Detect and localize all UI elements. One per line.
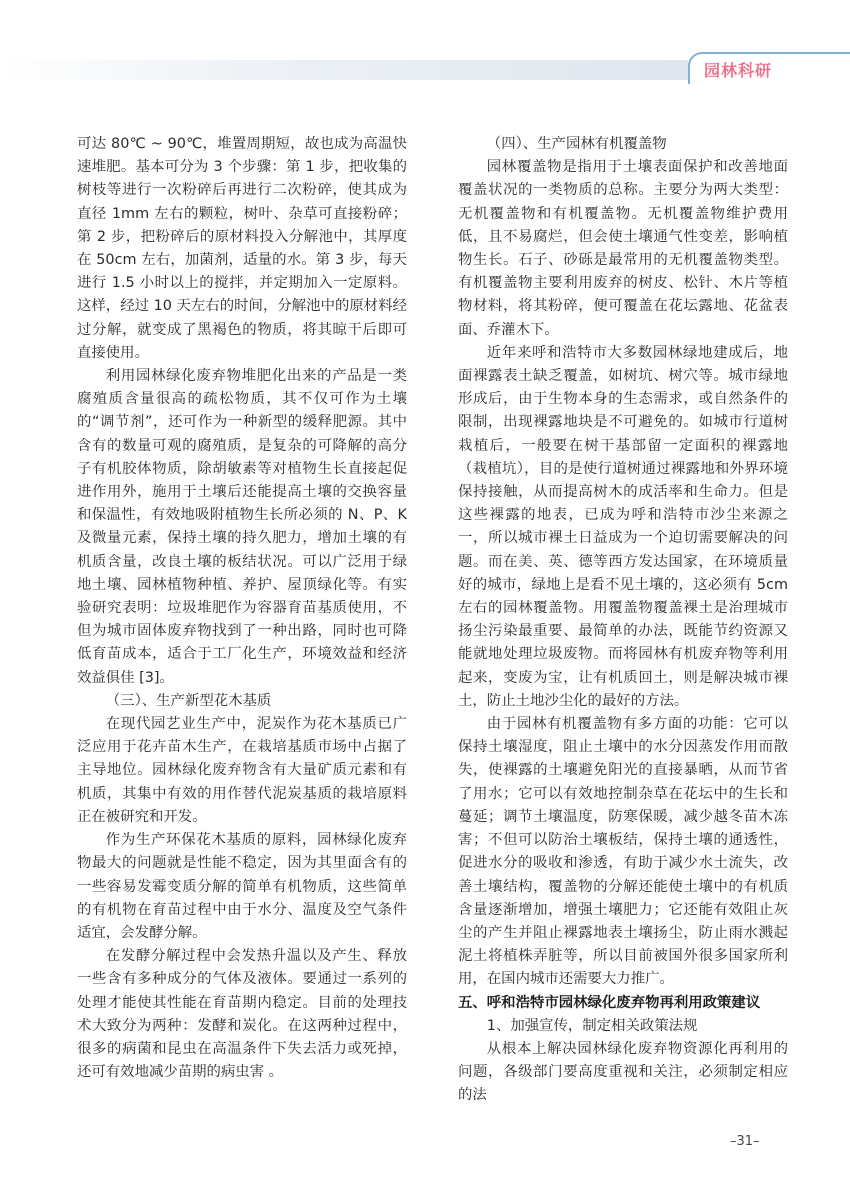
section-title: 园林科研 [704, 61, 773, 80]
paragraph: 作为生产环保花木基质的原料，园林绿化废弃物最大的问题就是性能不稳定，因为其里面含有的一些容易发霉变质分解的简单有机物质，这些简单的有机物在育苗过程中由于水分、温度及空气条件适宜，会发酵分解。 [77, 832, 407, 941]
paragraph: 近年来呼和浩特市大多数园林绿地建成后，地面裸露表土缺乏覆盖，如树坑、树穴等。城市绿地形成后，由于生物本身的生态需求，或自然条件的限制，出现裸露地块是不可避免的。如城市行道树栽植后，一般要在树干基部留一定面积的裸露地（栽植坑），目的是使行道树通过裸露地和外界环境保持接触，从而提高树木的成活率和生命力。但是这些裸露的地表，已成为呼和浩特市沙尘来源之一，所以城市裸土日益成为一个迫切需要解决的问题。而在美、英、德等西方发达国家，在环境质量好的城市，绿地上是看不见土壤的，这必须有 5cm 左右的园林覆盖物。用覆盖物覆盖裸土是治理城市扬尘污染最重要、最简单的办法，既能节约资源又能就地处理垃圾废物。而将园林有机废弃物等利用起来，变废为宝，让有机质回土，则是解决城市裸土，防止土地沙尘化的最好的方法。 [458, 344, 788, 709]
paragraph: 可达 80℃ ~ 90℃，堆置周期短，故也成为高温快速堆肥。基本可分为 3 个步骤：第 1 步，把收集的树枝等进行一次粉碎后再进行二次粉碎，使其成为直径 1mm 左右的颗粒，树叶、杂草可直接粉碎；第 2 步，把粉碎后的原材料投入分解池中，其厚度在 50cm 左右，加菌剂，适量的水。第 3 步，每天进行 1.5 小时以上的搅拌，并定期加入一定原料。这样，经过 10 天左右的时间，分解池中的原材料经过分解，就变成了黑褐色的物质，将其晾干后即可直接使用。 [77, 136, 407, 361]
subheading: 1、加强宣传，制定相关政策法规 [486, 1017, 698, 1034]
header-band [0, 60, 688, 80]
subheading: （三）、生产新型花木基质 [105, 692, 272, 709]
left-column [77, 133, 407, 1084]
paragraph: 利用园林绿化废弃物堆肥化出来的产品是一类腐殖质含量很高的疏松物质，其不仅可作为土壤的“调节剂”，还可作为一种新型的缓释肥源。其中含有的数量可观的腐殖质，是复杂的可降解的高分子有机胶体物质，除胡敏素等对植物生长直接起促进作用外，施用于土壤后还能提高土壤的交换容量和保温性，有效地吸附植物生长所必须的 N、P、K 及微量元素，保持土壤的持久肥力，增加土壤的有机质含量，改良土壤的板结状况。可以广泛用于绿地土壤、园林植物种植、养护、屋顶绿化等。有实验研究表明：垃圾堆肥作为容器育苗基质使用，不但为城市固体废弃物找到了一种出路，同时也可降低育苗成本，适合于工厂化生产，环境效益和经济效益俱佳 [3]。 [77, 368, 407, 686]
paragraph: 由于园林有机覆盖物有多方面的功能：它可以保持土壤湿度，阻止土壤中的水分因蒸发作用而散失，使裸露的土壤避免阳光的直接暴晒，从而节省了用水；它可以有效地控制杂草在花坛中的生长和蔓延；调节土壤温度，防寒保暖，减少越冬苗木冻害；不但可以防治土壤板结，保持土壤的通透性，促进水分的吸收和渗透，有助于减少水土流失，改善土壤结构，覆盖物的分解还能使土壤中的有机质含量逐渐增加，增强土壤肥力；它还能有效阻止灰尘的产生并阻止裸露地表土壤扬尘，防止雨水溅起泥土将植株弄脏等，所以目前被国外很多国家所利用，在国内城市还需要大力推广。 [458, 716, 788, 988]
section-heading: 五、呼和浩特市园林绿化废弃物再利用政策建议 [458, 994, 761, 1011]
paragraph: 从根本上解决园林绿化废弃物资源化再利用的问题，各级部门要高度重视和关注，必须制定相应的法 [458, 1040, 788, 1104]
page-number: –31– [730, 1134, 760, 1149]
subheading: （四）、生产园林有机覆盖物 [486, 136, 667, 152]
right-column [458, 133, 788, 1108]
paragraph: 园林覆盖物是指用于土壤表面保护和改善地面覆盖状况的一类物质的总称。主要分为两大类型：无机覆盖物和有机覆盖物。无机覆盖物维护费用低，且不易腐烂，但会使土壤通气性变差，影响植物生长。石子、砂砾是最常用的无机覆盖物类型。有机覆盖物主要利用废弃的树皮、松针、木片等植物材料，将其粉碎，便可覆盖在花坛露地、花盆表面、乔灌木下。 [458, 159, 788, 338]
paragraph: 在现代园艺业生产中，泥炭作为花木基质已广泛应用于花卉苗木生产，在栽培基质市场中占据了主导地位。园林绿化废弃物含有大量矿质元素和有机质，其集中有效的用作替代泥炭基质的栽培原料正在被研究和开发。 [77, 716, 407, 825]
paragraph: 在发酵分解过程中会发热升温以及产生、释放一些含有多种成分的气体及液体。要通过一系列的处理才能使其性能在育苗期内稳定。目前的处理技术大致分为两种：发酵和炭化。在这两种过程中，很多的病菌和昆虫在高温条件下失去活力或死掉，还可有效地减少苗期的病虫害 。 [77, 948, 407, 1081]
